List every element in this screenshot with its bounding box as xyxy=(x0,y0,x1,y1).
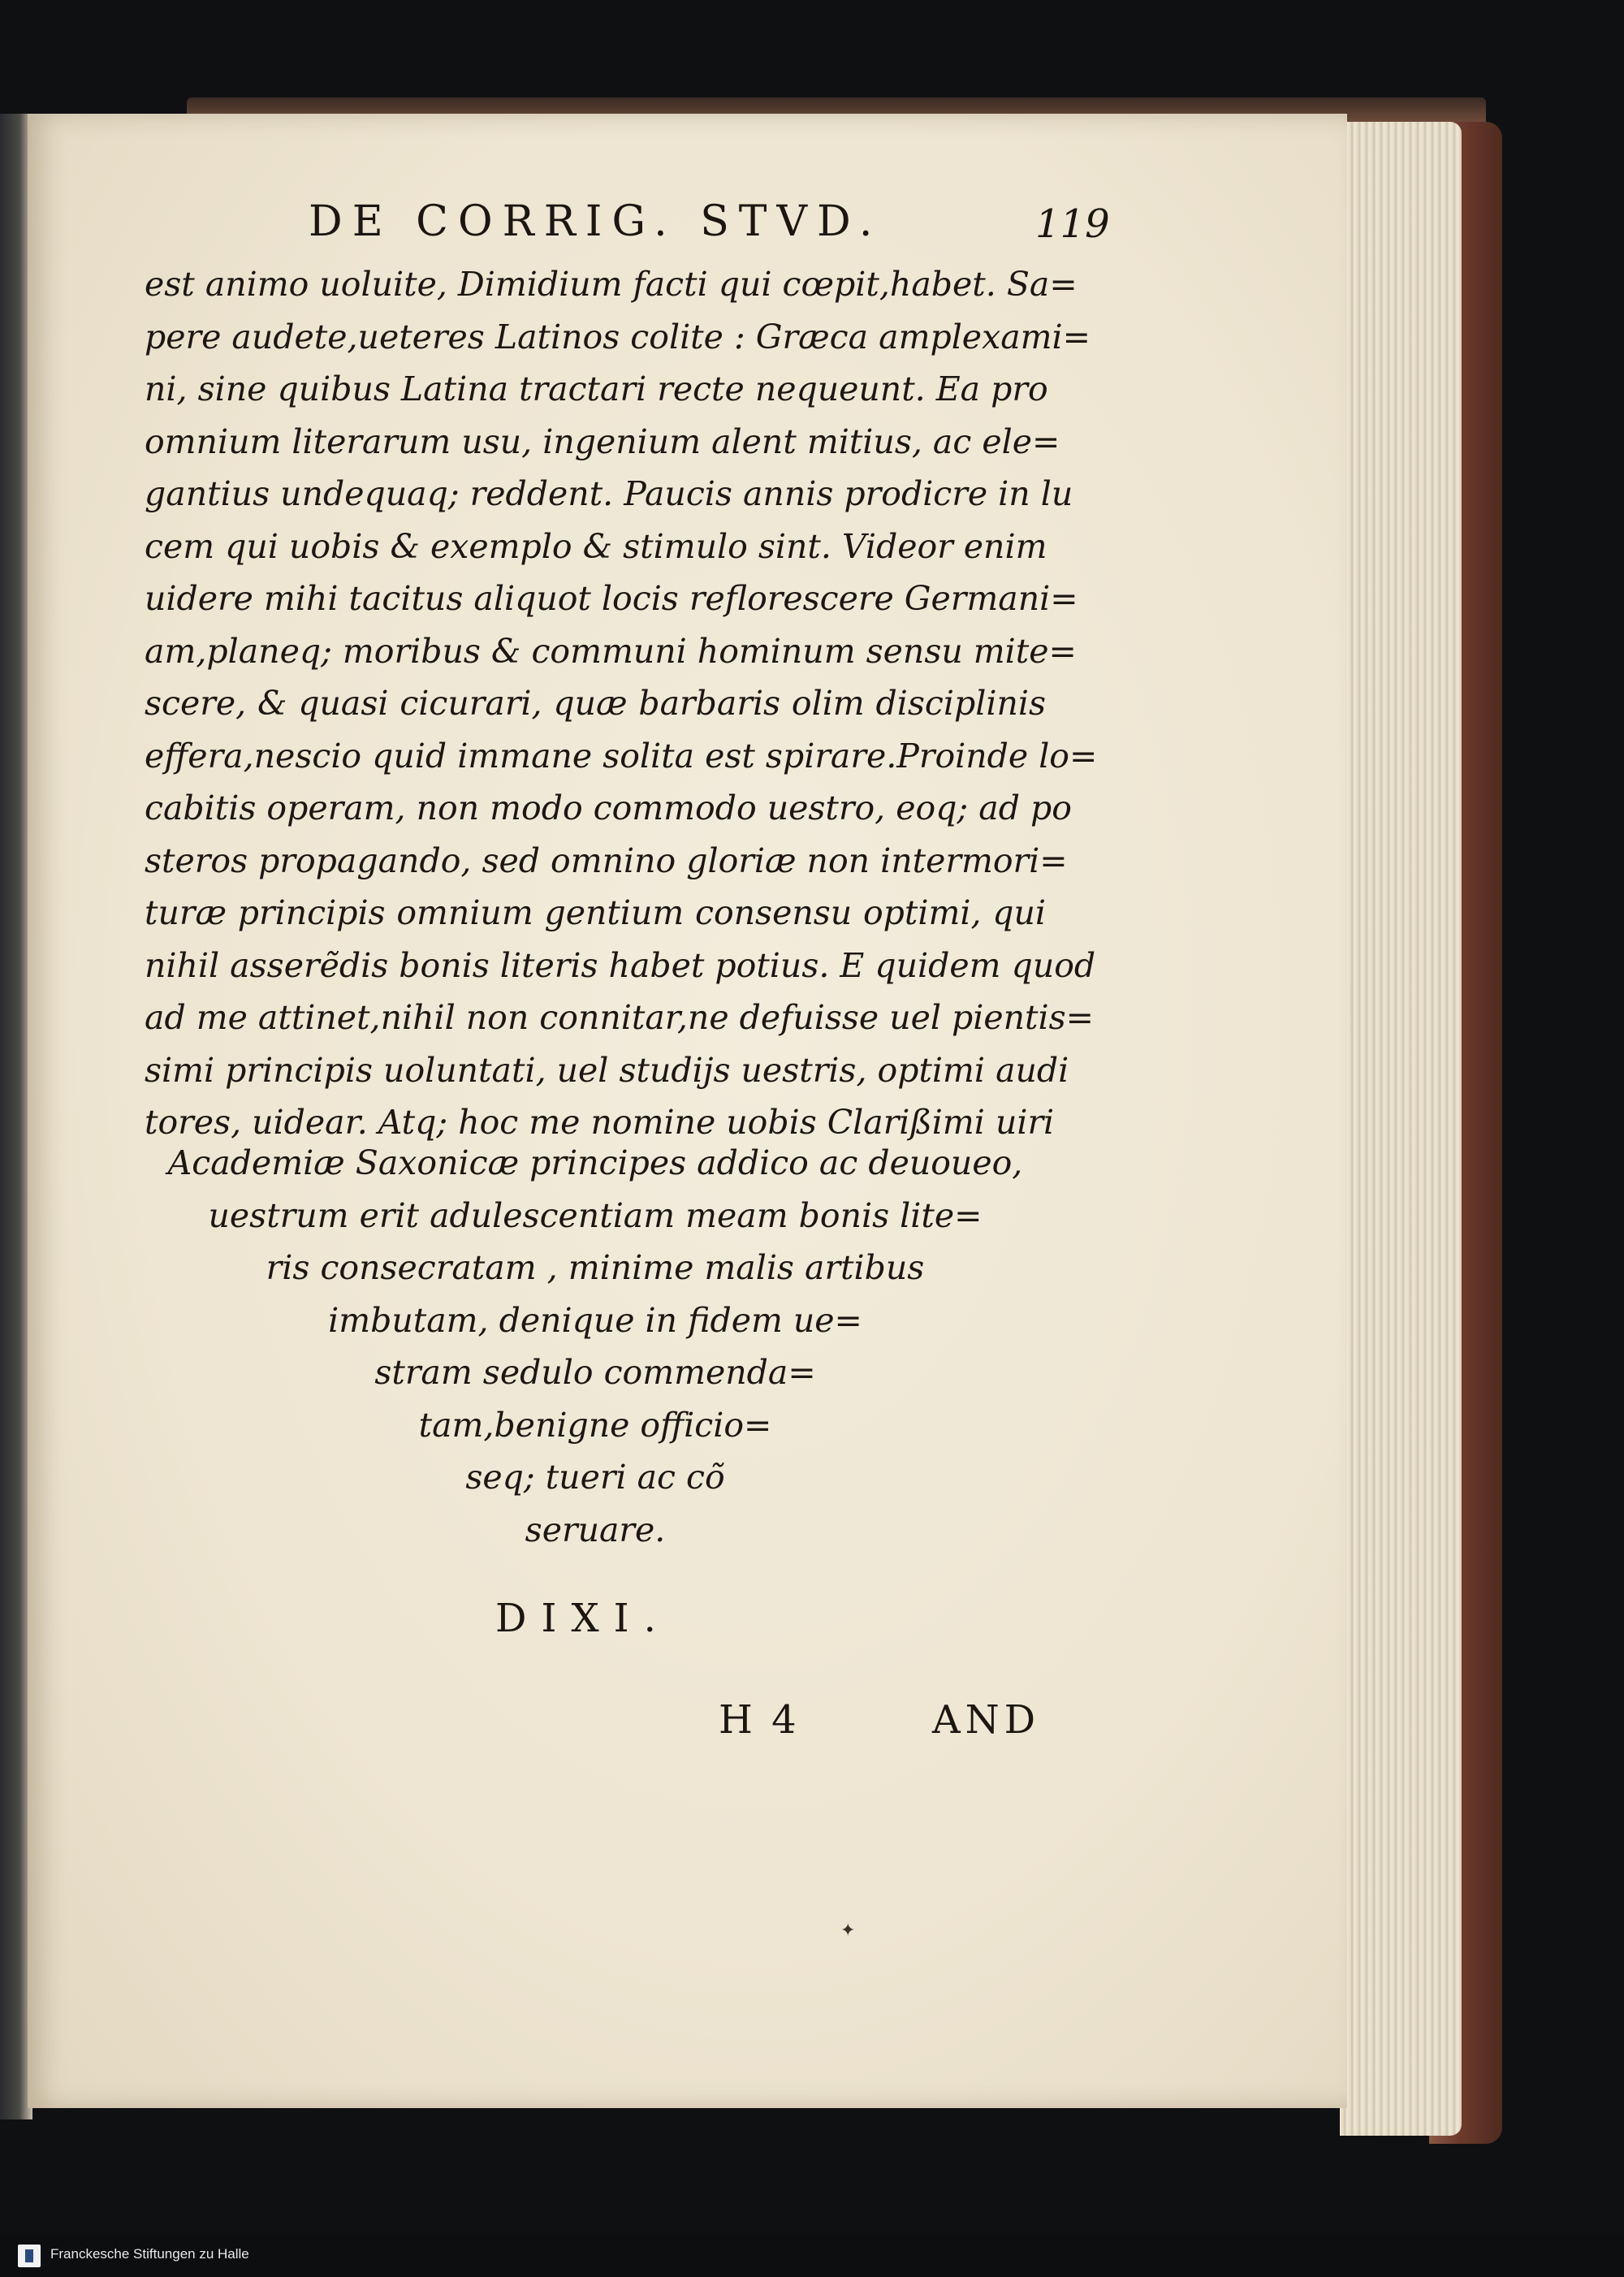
text-line: stram sedulo commenda= xyxy=(374,1353,816,1392)
catchword: AND xyxy=(932,1697,1041,1743)
text-line: ni, sine quibus Latina tractari recte nequeunt. Ea pro xyxy=(145,369,1048,408)
tapered-text xyxy=(145,1137,1046,1556)
text-line: cem qui uobis & exemplo & stimulo sint. Videor enim xyxy=(145,526,1047,566)
text-line: tam,benigne officio= xyxy=(418,1405,772,1445)
viewer-footer xyxy=(0,2233,1624,2277)
page-leaves xyxy=(1340,122,1462,2136)
institution-logo-icon xyxy=(18,2245,41,2267)
text-line: effera,nescio quid immane solita est spirare.Proinde lo= xyxy=(145,736,1098,776)
text-line: seq; tueri ac cõ xyxy=(465,1458,725,1497)
text-line: am,planeq; moribus & communi hominum sensu mite= xyxy=(145,631,1077,671)
closing-word: DIXI. xyxy=(495,1596,671,1641)
body-text xyxy=(145,258,1098,1149)
text-line: tores, uidear. Atq; hoc me nomine uobis Clarißimi uiri xyxy=(145,1103,1055,1142)
text-line: pere audete,ueteres Latinos colite : Græca amplexami= xyxy=(145,317,1091,356)
text-line: uestrum erit adulescentiam meam bonis lite= xyxy=(208,1195,983,1235)
page-number: 119 xyxy=(1035,201,1110,247)
text-line: ris consecratam , minime malis artibus xyxy=(266,1248,925,1287)
signature-mark: H 4 xyxy=(719,1697,800,1743)
text-line: nihil asserẽdis bonis literis habet potius. E quidem quod xyxy=(145,945,1096,985)
text-line: cabitis operam, non modo commodo uestro, eoq; ad po xyxy=(145,789,1072,827)
printer-mark-icon: ✦ xyxy=(840,1921,856,1941)
text-line: gantius undequaq; reddent. Paucis annis prodicre in lu xyxy=(145,474,1073,513)
text-line: est animo uoluite, Dimidium facti qui cœpit,habet. Sa= xyxy=(145,265,1078,304)
text-line: turæ principis omnium gentium consensu optimi, qui xyxy=(145,893,1046,932)
running-head: DE CORRIG. STVD. xyxy=(309,197,883,246)
text-line: simi principis uoluntati, uel studijs uestris, optimi audi xyxy=(145,1050,1069,1090)
text-line: uidere mihi tacitus aliquot locis reflorescere Germani= xyxy=(145,579,1078,618)
text-line: imbutam, denique in fidem ue= xyxy=(328,1300,862,1340)
institution-name: Franckesche Stiftungen zu Halle xyxy=(50,2246,249,2262)
text-line: seruare. xyxy=(525,1510,666,1549)
text-line: omnium literarum usu, ingenium alent mitius, ac ele= xyxy=(145,421,1060,461)
text-line: scere, & quasi cicurari, quæ barbaris olim disciplinis xyxy=(145,684,1046,723)
text-line: ad me attinet,nihil non connitar,ne defuisse uel pientis= xyxy=(145,998,1095,1037)
text-line: steros propagando, sed omnino gloriæ non intermori= xyxy=(145,840,1068,880)
text-line: Academiæ Saxonicæ principes addico ac deuoueo, xyxy=(167,1143,1023,1182)
